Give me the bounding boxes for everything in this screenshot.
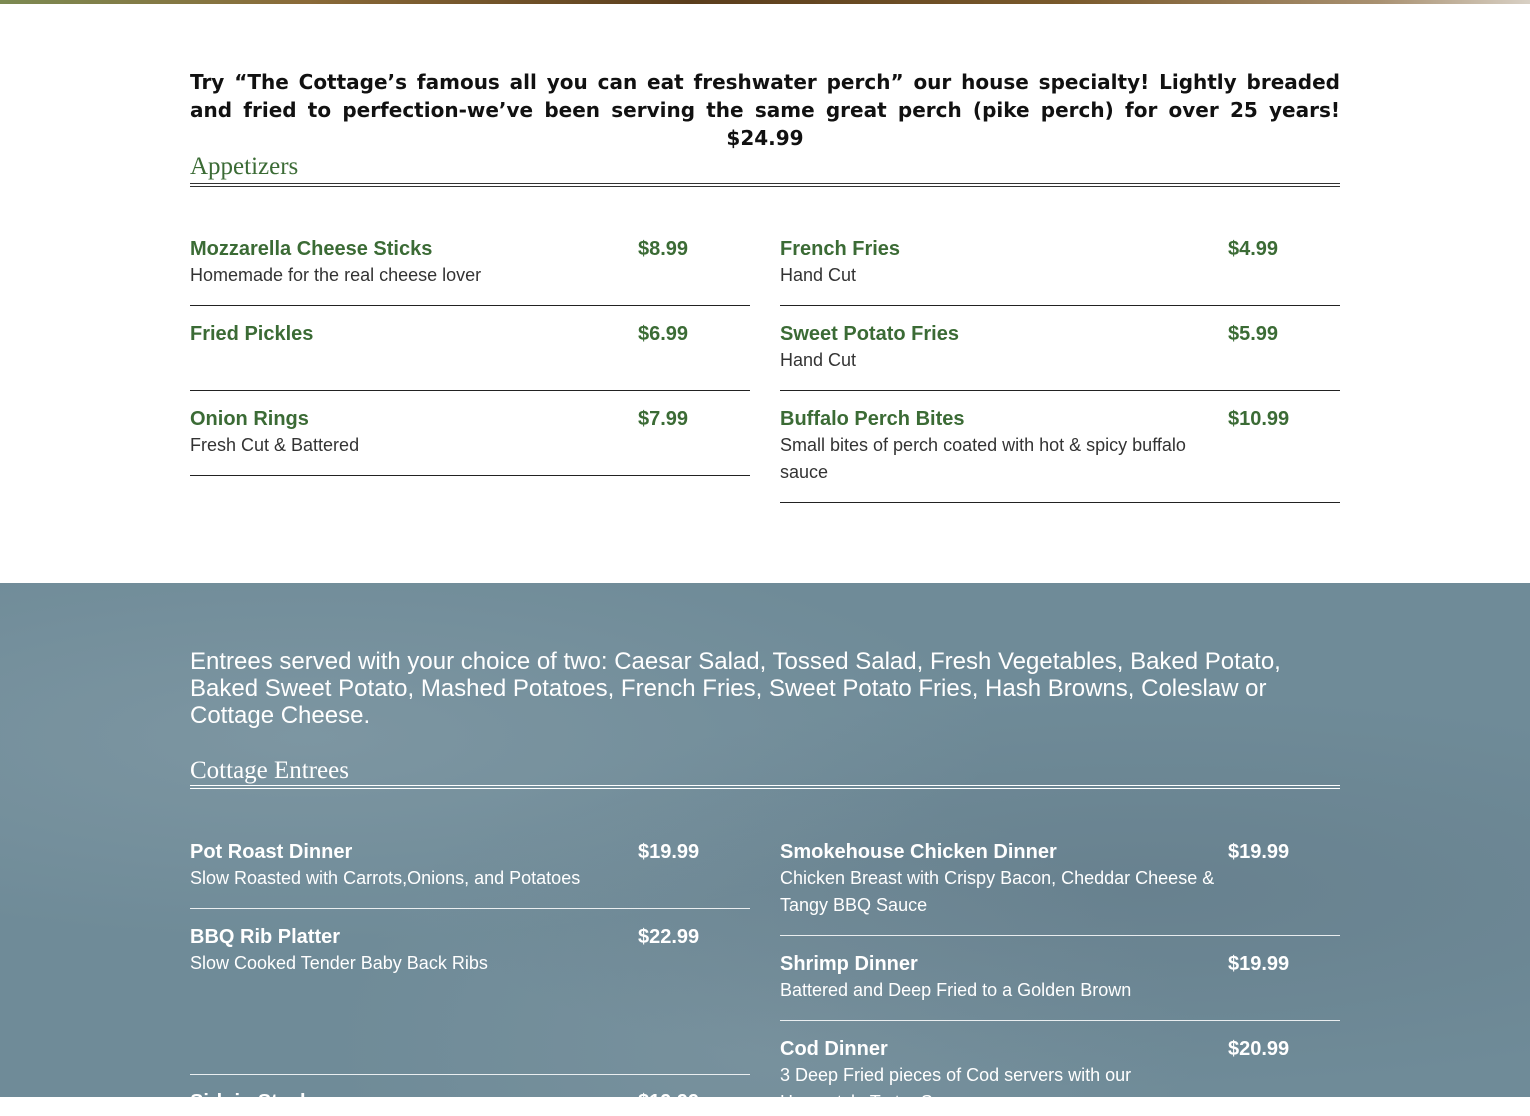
item-divider xyxy=(780,502,1340,503)
item-price: $19.99 xyxy=(638,1091,700,1113)
item-divider xyxy=(190,390,750,391)
item-name: Smokehouse Chicken Dinner xyxy=(780,841,1057,863)
item-price: $7.99 xyxy=(638,408,689,430)
item-description: Fresh Cut & Battered xyxy=(190,435,360,455)
section-title-text: Appetizers xyxy=(190,153,299,180)
item-price: $19.99 xyxy=(638,841,700,863)
title-divider xyxy=(190,186,1340,187)
item-description: Hand Cut xyxy=(780,265,857,285)
item-name: Sweet Potato Fries xyxy=(780,323,959,345)
item-divider xyxy=(190,1074,750,1075)
item-name: French Fries xyxy=(780,238,901,260)
item-name: Buffalo Perch Bites xyxy=(780,408,965,430)
item-price: $6.99 xyxy=(638,323,689,345)
item-name: Cod Dinner xyxy=(780,1038,888,1060)
item-price: $19.99 xyxy=(1228,841,1290,863)
item-description: Slow Cooked Tender Baby Back Ribs xyxy=(190,953,488,973)
entree-sides-intro: Entrees served with your choice of two: Caesar Salad, Tossed Salad, Fresh Vegetables, Baked Potato, Baked Sweet Potato, Mashed Potatoes, French Fries, Sweet Potato Fries, Hash Browns, Coleslaw or Cottage Cheese. xyxy=(190,648,1281,729)
item-name: Onion Rings xyxy=(190,408,309,430)
item-price: $10.99 xyxy=(1228,408,1290,430)
item-price: $5.99 xyxy=(1228,323,1279,345)
item-divider xyxy=(780,1020,1340,1021)
item-name: Sirloin Steak xyxy=(190,1091,312,1113)
section-title-entrees xyxy=(190,757,1340,787)
item-divider xyxy=(190,305,750,306)
item-divider xyxy=(190,908,750,909)
item-name: Pot Roast Dinner xyxy=(190,841,353,863)
title-divider xyxy=(190,183,1340,184)
item-name: Mozzarella Cheese Sticks xyxy=(190,238,433,260)
title-divider xyxy=(190,785,1340,786)
item-description: Battered and Deep Fried to a Golden Brown xyxy=(780,980,1132,1000)
house-specialty-promo: Try “The Cottage’s famous all you can eat freshwater perch” our house specialty! Lightly breaded and fried to perfection-we’ve been serving the same great perch (pike perch) for over 25 years! $24.99 xyxy=(190,70,1340,150)
item-description: Small bites of perch coated with hot & spicy buffalo sauce xyxy=(780,435,1186,482)
item-divider xyxy=(190,475,750,476)
item-price: $19.99 xyxy=(1228,953,1290,975)
item-price: $22.99 xyxy=(638,926,700,948)
item-price: $8.99 xyxy=(638,238,689,260)
section-title-appetizers xyxy=(190,153,1340,183)
item-name: Shrimp Dinner xyxy=(780,953,918,975)
section-title-text: Cottage Entrees xyxy=(190,757,349,784)
item-description: Slow Roasted with Carrots,Onions, and Potatoes xyxy=(190,868,581,888)
item-divider xyxy=(780,305,1340,306)
item-price: $20.99 xyxy=(1228,1038,1290,1060)
item-name: BBQ Rib Platter xyxy=(190,926,341,948)
item-price: $4.99 xyxy=(1228,238,1279,260)
item-description: 3 Deep Fried pieces of Cod servers with our Homestyle Tartar Sauce xyxy=(780,1065,1132,1112)
title-divider xyxy=(190,788,1340,789)
item-description: Homemade for the real cheese lover xyxy=(190,265,482,285)
item-description: Chicken Breast with Crispy Bacon, Cheddar Cheese & Tangy BBQ Sauce xyxy=(780,868,1215,915)
item-description: Hand Cut xyxy=(780,350,857,370)
item-divider xyxy=(780,935,1340,936)
header-image-strip xyxy=(0,0,1530,4)
item-name: Fried Pickles xyxy=(190,323,314,345)
item-divider xyxy=(780,390,1340,391)
